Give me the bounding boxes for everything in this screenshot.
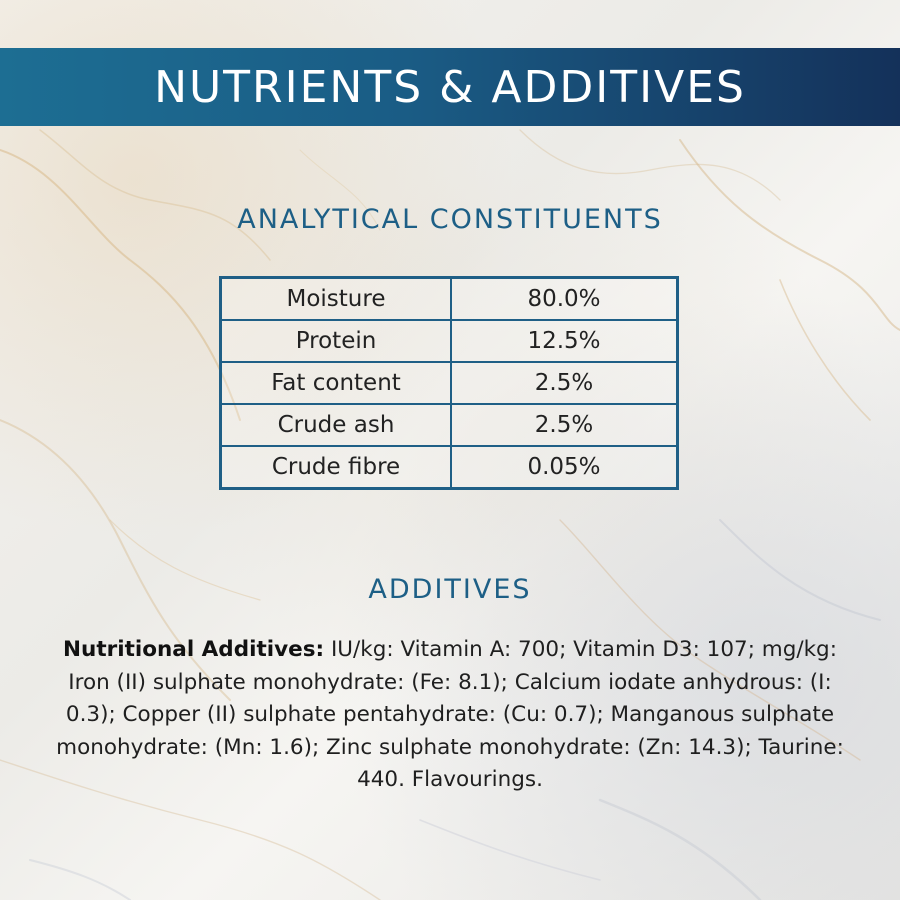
additives-heading: ADDITIVES — [368, 574, 532, 605]
constituent-name: Crude ash — [221, 404, 452, 446]
header-banner — [0, 48, 900, 126]
constituent-value: 80.0% — [451, 278, 678, 321]
additives-body: IU/kg: Vitamin A: 700; Vitamin D3: 107; mg/kg: Iron (II) sulphate monohydrate: (Fe: 8.1); Calcium iodate anhydrous: (I: 0.3); Copper (II) sulphate pentahydrate: (Cu: 0.7); Manganous sulphate monohydrate: (Mn: 1.6); Zinc sulphate monohydrate: (Zn: 14.3); Taurine: 440. Flavourings. — [56, 637, 844, 792]
table-row — [221, 278, 678, 321]
constituent-value: 0.05% — [451, 446, 678, 489]
constituent-name: Protein — [221, 320, 452, 362]
constituents-table — [219, 276, 679, 490]
constituent-name: Fat content — [221, 362, 452, 404]
constituent-value: 2.5% — [451, 404, 678, 446]
table-row — [221, 362, 678, 404]
table-row — [221, 446, 678, 489]
additives-label: Nutritional Additives: — [63, 637, 325, 662]
table-row — [221, 404, 678, 446]
constituent-value: 12.5% — [451, 320, 678, 362]
constituent-name: Crude fibre — [221, 446, 452, 489]
constituents-table-container — [219, 276, 679, 490]
analytical-constituents-heading: ANALYTICAL CONSTITUENTS — [237, 204, 663, 235]
page-title: NUTRIENTS & ADDITIVES — [154, 61, 746, 113]
constituent-name: Moisture — [221, 278, 452, 321]
table-row — [221, 320, 678, 362]
constituent-value: 2.5% — [451, 362, 678, 404]
additives-paragraph — [40, 634, 860, 797]
